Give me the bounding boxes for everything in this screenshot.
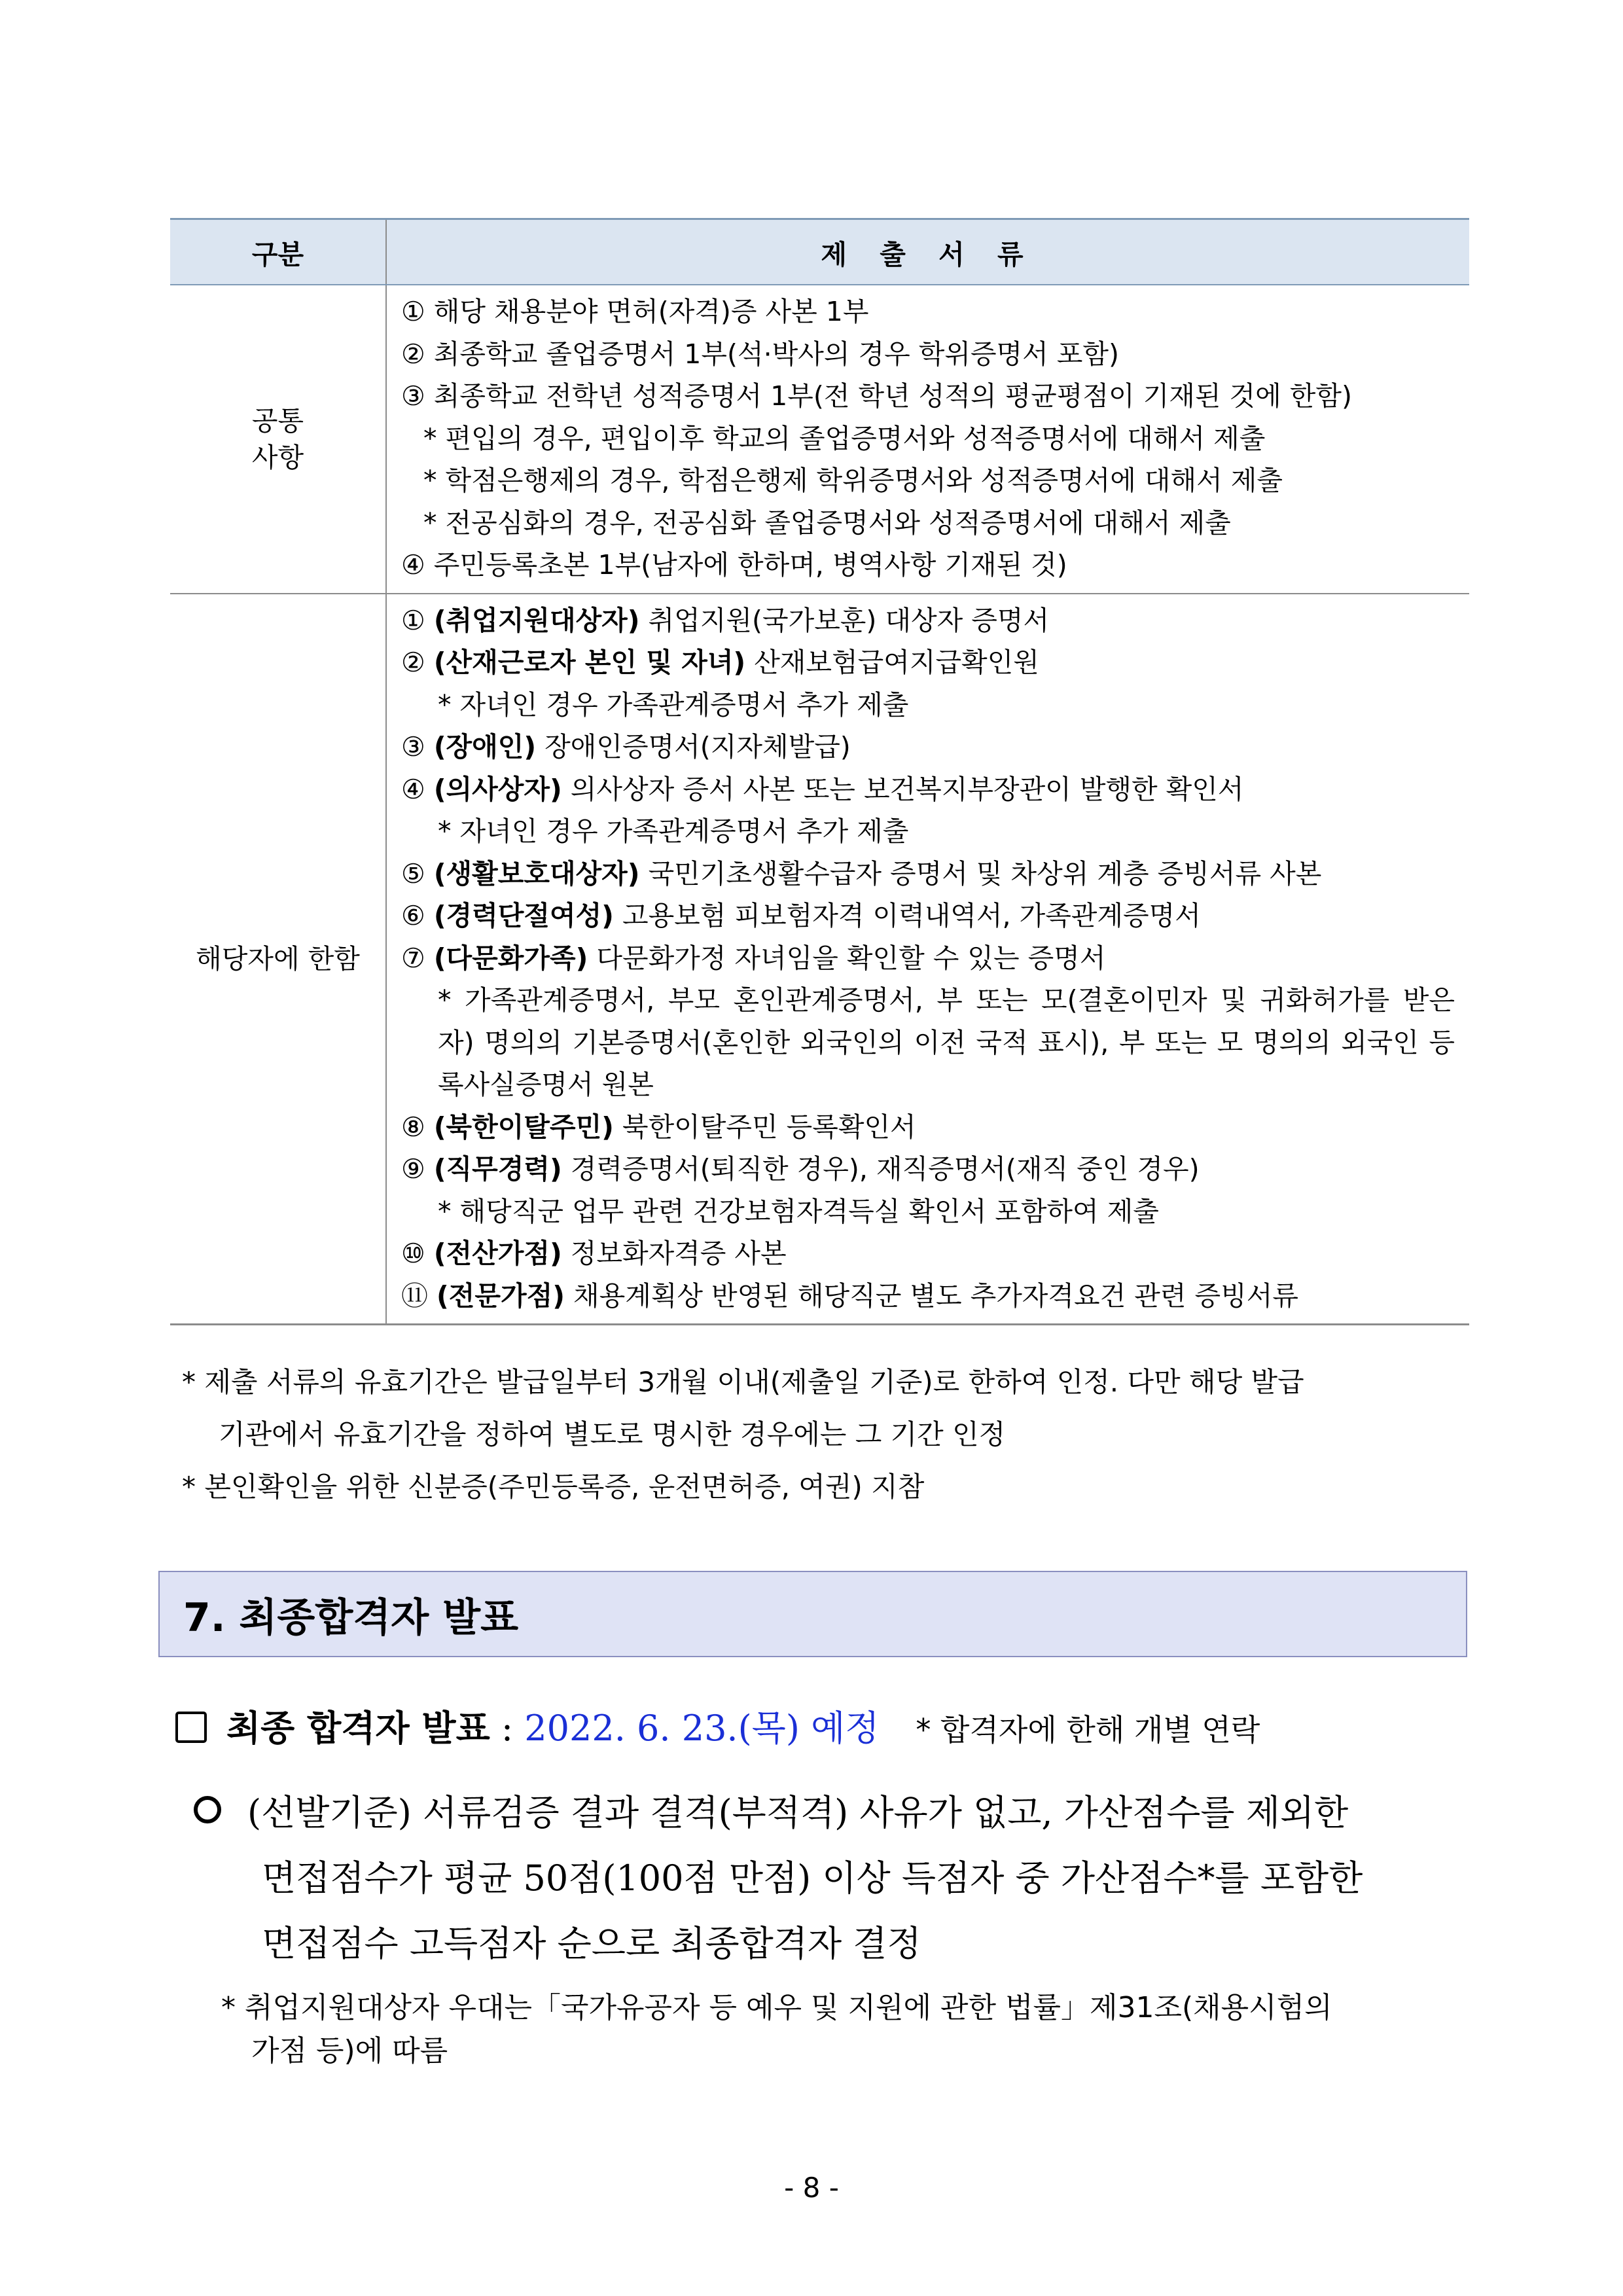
list-item: ⑥ (경력단절여성) 고용보험 피보험자격 이력내역서, 가족관계증명서 xyxy=(401,900,1201,931)
circle-bullet-icon xyxy=(194,1796,221,1823)
list-item: ⑨ (직무경력) 경력증명서(퇴직한 경우), 재직증명서(재직 중인 경우) xyxy=(401,1153,1200,1185)
common-documents-list xyxy=(386,285,1469,594)
validity-note: * 제출 서류의 유효기간은 발급일부터 3개월 이내(제출일 기준)로 한하여 인정. 다만 해당 발급 기관에서 유효기간을 정하여 별도로 명시한 경우에는 그 기간 인정 xyxy=(182,1366,1304,1450)
checkbox-icon xyxy=(175,1712,207,1743)
id-note: * 본인확인을 위한 신분증(주민등록증, 운전면허증, 여권) 지참 xyxy=(182,1471,925,1503)
table-header-row xyxy=(170,219,1469,285)
announcement-date: 2022. 6. 23.(목) 예정 xyxy=(524,1708,880,1749)
announcement-line: 최종 합격자 발표 : 2022. 6. 23.(목) 예정 * 합격자에 한해 개별 연락 xyxy=(175,1702,1260,1756)
veterans-footnote: * 취업지원대상자 우대는「국가유공자 등 예우 및 지원에 관한 법률」제31조(채용시험의 가점 등)에 따름 xyxy=(221,1991,1332,2068)
header-category: 구분 xyxy=(170,219,386,285)
list-item: ① 해당 채용분야 면허(자격)증 사본 1부 xyxy=(401,296,869,327)
list-item: ① (취업지원대상자) 취업지원(국가보훈) 대상자 증명서 xyxy=(401,604,1050,636)
section-header xyxy=(158,1571,1467,1657)
table-row-common xyxy=(170,285,1469,594)
list-subnote: * 학점은행제의 경우, 학점은행제 학위증명서와 성적증명서에 대해서 제출 xyxy=(423,465,1283,496)
list-item: ④ (의사상자) 의사상자 증서 사본 또는 보건복지부장관이 발행한 확인서 xyxy=(401,773,1244,805)
list-item: ④ 주민등록초본 1부(남자에 한하며, 병역사항 기재된 것) xyxy=(401,549,1067,581)
list-item: ⑩ (전산가점) 정보화자격증 사본 xyxy=(401,1238,787,1269)
category-common: 공통 사항 xyxy=(170,285,386,594)
list-item: ⑧ (북한이탈주민) 북한이탈주민 등록확인서 xyxy=(401,1111,916,1143)
list-item: ⑪ (전문가점) 채용계획상 반영된 해당직군 별도 추가자격요건 관련 증빙서류 xyxy=(401,1280,1298,1312)
list-subnote: * 자녀인 경우 가족관계증명서 추가 제출 xyxy=(438,689,909,721)
list-item: ③ 최종학교 전학년 성적증명서 1부(전 학년 성적의 평균평점이 기재된 것에 한함) xyxy=(401,380,1352,412)
list-subnote: * 편입의 경우, 편입이후 학교의 졸업증명서와 성적증명서에 대해서 제출 xyxy=(423,422,1266,454)
list-item: ⑤ (생활보호대상자) 국민기초생활수급자 증명서 및 차상위 계층 증빙서류 사본 xyxy=(401,857,1322,889)
list-subnote: * 자녀인 경우 가족관계증명서 추가 제출 xyxy=(438,816,909,847)
list-item: ② 최종학교 졸업증명서 1부(석·박사의 경우 학위증명서 포함) xyxy=(401,338,1119,370)
applicable-documents-list xyxy=(386,594,1469,1325)
list-subnote: * 가족관계증명서, 부모 혼인관계증명서, 부 또는 모(결혼이민자 및 귀화허가를 받은 자) 명의의 기본증명서(혼인한 외국인의 이전 국적 표시), 부 또는 모 명의의 외국인 등록사실증명서 원본 xyxy=(438,984,1455,1100)
announcement-label: 최종 합격자 발표 xyxy=(226,1707,490,1749)
list-subnote: * 해당직군 업무 관련 건강보험자격득실 확인서 포함하여 제출 xyxy=(438,1195,1159,1227)
header-documents: 제 출 서 류 xyxy=(386,219,1469,285)
table-row-applicable xyxy=(170,594,1469,1325)
required-documents-table xyxy=(170,218,1469,1325)
page-number: - 8 - xyxy=(784,2172,839,2204)
list-subnote: * 전공심화의 경우, 전공심화 졸업증명서와 성적증명서에 대해서 제출 xyxy=(423,507,1231,539)
contact-note: * 합격자에 한해 개별 연락 xyxy=(916,1712,1260,1748)
list-item: ⑦ (다문화가족) 다문화가정 자녀임을 확인할 수 있는 증명서 xyxy=(401,942,1106,974)
section-title: 7. 최종합격자 발표 xyxy=(183,1595,519,1641)
category-applicable: 해당자에 한함 xyxy=(170,594,386,1325)
list-item: ③ (장애인) 장애인증명서(지자체발급) xyxy=(401,731,851,762)
list-item: ② (산재근로자 본인 및 자녀) 산재보험급여지급확인원 xyxy=(401,647,1039,678)
selection-criteria: (선발기준) 서류검증 결과 결격(부적격) 사유가 없고, 가산점수를 제외한 면접점수가 평균 50점(100점 만점) 이상 득점자 중 가산점수*를 포함한 면접점수 고득점자 순으로 최종합격자 결정 xyxy=(194,1780,1470,1977)
